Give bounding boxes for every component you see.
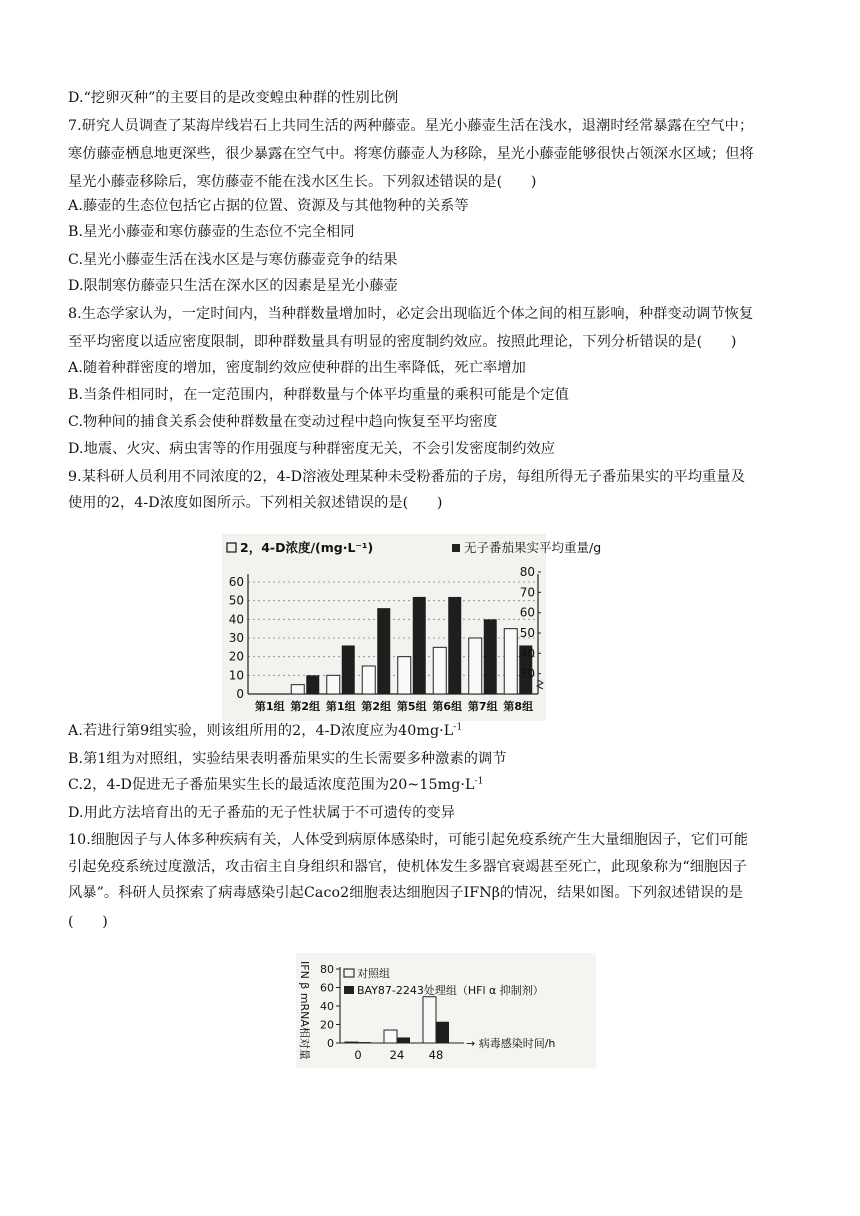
superscript: -1 — [453, 722, 463, 733]
text-line — [68, 275, 792, 297]
bar-weight — [484, 619, 497, 694]
right-tick-label: 60 — [519, 605, 535, 620]
text-line-content: 7.研究人员调查了某海岸线岩石上共同生活的两种藤壶。星光小藤壶生活在浅水，退潮时经常暴露在空气中； — [68, 118, 754, 134]
right-tick-label: 70 — [519, 585, 535, 600]
category-label: 第5组 — [396, 700, 427, 713]
left-tick-label: 40 — [228, 612, 244, 627]
bar-treatment — [397, 1037, 410, 1043]
text-line — [68, 171, 792, 193]
y-tick-label: 80 — [320, 963, 334, 976]
legend-filled-square-icon — [344, 986, 354, 994]
text-line-content: A.藤壶的生态位包括它占据的位置、资源及与其他物种的关系等 — [68, 198, 469, 214]
y-tick-label: 20 — [320, 1018, 334, 1032]
text-line — [68, 466, 792, 488]
bar-weight — [413, 597, 426, 694]
figure-ifn-beta-bar-chart — [296, 953, 596, 1068]
text-line-content: B.星光小藤壶和寒仿藤壶的生态位不完全相同 — [68, 224, 355, 240]
category-label: 第8组 — [503, 700, 534, 713]
text-line — [68, 87, 792, 109]
text-line — [68, 303, 792, 325]
bar-control — [423, 997, 436, 1043]
text-line-content: B.第1组为对照组，实验结果表明番茄果实的生长需要多种激素的调节 — [68, 751, 507, 767]
left-tick-label: 50 — [228, 593, 244, 608]
text-line-content: 9.某科研人员利用不同浓度的2，4-D溶液处理某种未受粉番茄的子房，每组所得无子番茄果实的平均重量及 — [68, 469, 746, 485]
category-label: 第6组 — [432, 700, 463, 713]
bar-control — [345, 1042, 358, 1043]
bar-concentration — [327, 675, 340, 694]
bar-concentration — [433, 647, 446, 694]
y-tick-label: 0 — [327, 1037, 334, 1050]
bar-treatment — [358, 1042, 371, 1043]
text-line — [68, 720, 792, 742]
text-line — [68, 774, 792, 796]
superscript: -1 — [474, 776, 484, 787]
left-tick-label: 20 — [228, 649, 244, 664]
text-line — [68, 856, 792, 878]
bar-weight — [306, 675, 319, 694]
text-line-content: 至平均密度以适应密度限制，即种群数量具有明显的密度制约效应。按照此理论，下列分析错误的是( ) — [68, 334, 737, 350]
text-line-content: 风暴”。科研人员探索了病毒感染引起Caco2细胞表达细胞因子IFNβ的情况，结果如图。下列叙述错误的是 — [68, 885, 743, 901]
legend-label-concentration: 2，4-D浓度/(mg·L⁻¹) — [240, 540, 374, 555]
bar-concentration — [469, 638, 482, 694]
right-tick-label: 30 — [519, 666, 535, 681]
category-label: 第7组 — [467, 700, 498, 713]
text-line-content: D.限制寒仿藤壶只生活在深水区的因素是星光小藤壶 — [68, 278, 398, 294]
bar-weight — [342, 645, 355, 694]
text-line — [68, 492, 792, 514]
x-tick-label: 48 — [428, 1048, 444, 1062]
y-axis-label: IFN β mRNA相对量 — [298, 961, 311, 1060]
right-tick-label: 40 — [519, 646, 535, 661]
text-line — [68, 911, 792, 933]
text-line — [68, 411, 792, 433]
text-line-content: D.用此方法培育出的无子番茄的无子性状属于不可遗传的变异 — [68, 805, 456, 821]
text-line — [68, 384, 792, 406]
bar-weight — [377, 608, 390, 694]
bar-control — [384, 1030, 397, 1043]
category-label: 第2组 — [290, 700, 321, 713]
text-line — [68, 829, 792, 851]
left-tick-label: 0 — [236, 687, 244, 701]
right-tick-label: 50 — [519, 626, 535, 640]
text-line — [68, 802, 792, 824]
text-line-content: D.“挖卵灭种”的主要目的是改变蝗虫种群的性别比例 — [68, 90, 399, 106]
text-line-content: 寒仿藤壶栖息地更深些，很少暴露在空气中。将寒仿藤壶人为移除，星光小藤壶能够很快占领深水区域；但将 — [68, 146, 754, 162]
text-line — [68, 331, 792, 353]
x-tick-label: 24 — [389, 1048, 405, 1062]
text-line — [68, 195, 792, 217]
text-line-content: 8.生态学家认为，一定时间内，当种群数量增加时，必定会出现临近个体之间的相互影响，种群变动调节恢复 — [68, 306, 754, 322]
text-line-content: C.物种间的捕食关系会使种群数量在变动过程中趋向恢复至平均密度 — [68, 414, 498, 430]
left-tick-label: 10 — [228, 668, 244, 683]
legend-label-weight: 无子番茄果实平均重量/g — [464, 540, 602, 555]
x-tick-label: 0 — [354, 1048, 362, 1062]
bar-concentration — [504, 629, 517, 694]
bar-weight — [448, 597, 461, 694]
text-line-content: C.星光小藤壶生活在浅水区是与寒仿藤壶竞争的结果 — [68, 252, 398, 268]
bar-concentration — [398, 657, 411, 694]
y-tick-label: 40 — [320, 1000, 334, 1013]
text-line — [68, 221, 792, 243]
text-line-content: 使用的2，4-D浓度如图所示。下列相关叙述错误的是( ) — [68, 495, 443, 511]
category-label: 第1组 — [254, 700, 285, 713]
legend-label-treatment: BAY87-2243处理组（HFl α 抑制剂） — [357, 984, 544, 997]
x-axis-label: → 病毒感染时间/h — [466, 1037, 556, 1050]
text-line-content: D.地震、火灾、病虫害等的作用强度与种群密度无关，不会引发密度制约效应 — [68, 441, 556, 457]
text-line — [68, 882, 792, 904]
text-line-content: A.随着种群密度的增加，密度制约效应使种群的出生率降低，死亡率增加 — [68, 360, 526, 376]
right-tick-label: 80 — [519, 565, 535, 579]
y-tick-label: 60 — [320, 981, 334, 995]
text-line — [68, 143, 792, 165]
category-label: 第2组 — [361, 700, 392, 713]
text-line — [68, 357, 792, 379]
legend-filled-square-icon — [452, 544, 460, 552]
text-line — [68, 249, 792, 271]
bar-treatment — [436, 1022, 449, 1043]
figure-2-4-d-bar-chart — [222, 534, 602, 721]
text-line-content: A.若进行第9组实验，则该组所用的2，4-D浓度应为40mg·L — [68, 723, 454, 739]
legend-label-control: 对照组 — [357, 967, 390, 980]
text-line-content: ( ) — [68, 914, 108, 930]
text-line-content: 星光小藤壶移除后，寒仿藤壶不能在浅水区生长。下列叙述错误的是( ) — [68, 174, 537, 190]
text-line-content: B.当条件相同时，在一定范围内，种群数量与个体平均重量的乘积可能是个定值 — [68, 387, 569, 403]
text-line — [68, 115, 792, 137]
text-line — [68, 748, 792, 770]
text-line-content: C.2，4-D促进无子番茄果实生长的最适浓度范围为20~15mg·L — [68, 777, 475, 793]
category-label: 第1组 — [325, 700, 356, 713]
left-tick-label: 30 — [228, 631, 244, 645]
left-tick-label: 60 — [228, 575, 244, 589]
bar-concentration — [362, 666, 375, 694]
bar-concentration — [291, 685, 304, 694]
text-line-content: 10.细胞因子与人体多种疾病有关，人体受到病原体感染时，可能引起免疫系统产生大量细胞因子，它们可能 — [68, 832, 749, 848]
text-line — [68, 438, 792, 460]
text-line-content: 引起免疫系统过度激活，攻击宿主自身组织和器官，使机体发生多器官衰竭甚至死亡，此现象称为“细胞因子 — [68, 859, 747, 875]
